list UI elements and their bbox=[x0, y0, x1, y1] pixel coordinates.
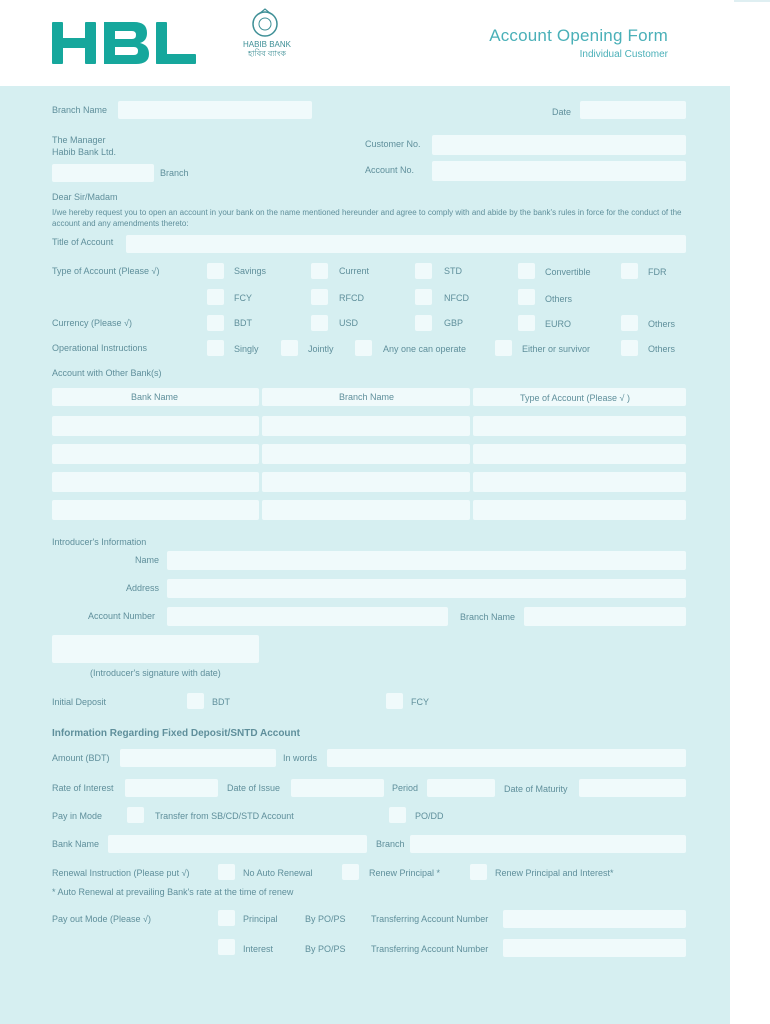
date-field[interactable] bbox=[580, 101, 686, 119]
other-banks-label: Account with Other Bank(s) bbox=[52, 368, 162, 378]
bank-name-english: HABIB BANK bbox=[242, 40, 291, 49]
bank-name bbox=[236, 40, 298, 58]
fd-bank-name-field[interactable] bbox=[108, 835, 367, 853]
std-checkbox[interactable] bbox=[415, 263, 432, 279]
in-words-label: In words bbox=[283, 753, 318, 763]
operational-label: Operational Instructions bbox=[52, 343, 148, 353]
period-field[interactable] bbox=[427, 779, 495, 797]
introducer-name-field[interactable] bbox=[167, 551, 686, 570]
branch-name-label: Branch Name bbox=[52, 105, 108, 115]
currency-others-option: Others bbox=[648, 319, 676, 329]
singly-checkbox[interactable] bbox=[207, 340, 224, 356]
convertible-checkbox[interactable] bbox=[518, 263, 535, 279]
renewal-label: Renewal Instruction (Please put √) bbox=[52, 868, 190, 878]
gbp-option: GBP bbox=[444, 318, 464, 328]
in-words-field[interactable] bbox=[327, 749, 686, 767]
fd-branch-label: Branch bbox=[376, 839, 405, 849]
bank-name-column: Bank Name bbox=[131, 392, 179, 402]
operational-others-option: Others bbox=[648, 344, 676, 354]
table-cell[interactable] bbox=[262, 472, 470, 492]
deposit-bdt-checkbox[interactable] bbox=[187, 693, 204, 709]
initial-deposit-label: Initial Deposit bbox=[52, 697, 107, 707]
currency-others-checkbox[interactable] bbox=[621, 315, 638, 331]
transfer-checkbox[interactable] bbox=[127, 807, 144, 823]
rfcd-option: RFCD bbox=[339, 293, 364, 303]
bank-name-bangla: হাবিব ব্যাংক bbox=[247, 49, 287, 58]
current-checkbox[interactable] bbox=[311, 263, 328, 279]
std-option: STD bbox=[444, 266, 462, 276]
manager-label: The Manager bbox=[52, 135, 106, 145]
account-no-field[interactable] bbox=[432, 161, 686, 181]
transfer-option: Transfer from SB/CD/STD Account bbox=[155, 811, 294, 821]
bank-emblem-icon bbox=[250, 8, 280, 40]
auto-renewal-note: * Auto Renewal at prevailing Bank's rate at the time of renew bbox=[52, 887, 294, 897]
deposit-fcy-checkbox[interactable] bbox=[386, 693, 403, 709]
fdr-option: FDR bbox=[648, 267, 667, 277]
introducer-address-label: Address bbox=[126, 583, 160, 593]
type-of-account-label: Type of Account (Please √) bbox=[52, 266, 160, 276]
convertible-option: Convertible bbox=[545, 267, 591, 277]
podd-option: PO/DD bbox=[415, 811, 444, 821]
type-column: Type of Account (Please √ ) bbox=[520, 393, 630, 403]
hbl-logo bbox=[52, 20, 198, 66]
gbp-checkbox[interactable] bbox=[415, 315, 432, 331]
bdt-option: BDT bbox=[234, 318, 252, 328]
savings-checkbox[interactable] bbox=[207, 263, 224, 279]
date-of-issue-field[interactable] bbox=[291, 779, 384, 797]
usd-checkbox[interactable] bbox=[311, 315, 328, 331]
deposit-fcy-option: FCY bbox=[411, 697, 429, 707]
interest-option: Interest bbox=[243, 944, 274, 954]
type-others-checkbox[interactable] bbox=[518, 289, 535, 305]
table-cell[interactable] bbox=[473, 472, 686, 492]
title-of-account-label: Title of Account bbox=[52, 237, 114, 247]
nfcd-option: NFCD bbox=[444, 293, 469, 303]
no-auto-option: No Auto Renewal bbox=[243, 868, 313, 878]
renew-principal-option: Renew Principal * bbox=[369, 868, 441, 878]
fd-branch-field[interactable] bbox=[410, 835, 686, 853]
introducer-account-label: Account Number bbox=[88, 611, 156, 621]
introducer-heading: Introducer's Information bbox=[52, 537, 147, 547]
fcy-option: FCY bbox=[234, 293, 252, 303]
euro-option: EURO bbox=[545, 319, 572, 329]
principal-transfer-field[interactable] bbox=[503, 910, 686, 928]
title-of-account-field[interactable] bbox=[126, 235, 686, 253]
interest-transfer-field[interactable] bbox=[503, 939, 686, 957]
amount-field[interactable] bbox=[120, 749, 276, 767]
interest-checkbox[interactable] bbox=[218, 939, 235, 955]
fixed-deposit-heading: Information Regarding Fixed Deposit/SNTD Account bbox=[52, 728, 300, 739]
date-of-maturity-field[interactable] bbox=[579, 779, 686, 797]
rate-field[interactable] bbox=[125, 779, 218, 797]
salutation: Dear Sir/Madam bbox=[52, 192, 118, 202]
rate-label: Rate of Interest bbox=[52, 783, 114, 793]
either-checkbox[interactable] bbox=[495, 340, 512, 356]
nfcd-checkbox[interactable] bbox=[415, 289, 432, 305]
form-subtitle: Individual Customer bbox=[579, 49, 668, 60]
page-margin bbox=[730, 0, 770, 1024]
customer-no-label: Customer No. bbox=[365, 139, 421, 149]
currency-label: Currency (Please √) bbox=[52, 318, 132, 328]
request-paragraph: I/we hereby request you to open an account in your bank on the name mentioned hereunder and agree to comply with and abide by the bank's rules in force for the conduct of the account and any amendments thereto: bbox=[52, 208, 682, 228]
anyone-option: Any one can operate bbox=[383, 344, 467, 354]
principal-checkbox[interactable] bbox=[218, 910, 235, 926]
principal-by-pops: By PO/PS bbox=[305, 914, 346, 924]
jointly-option: Jointly bbox=[308, 344, 334, 354]
principal-transfer-label: Transferring Account Number bbox=[371, 914, 489, 924]
podd-checkbox[interactable] bbox=[389, 807, 406, 823]
rfcd-checkbox[interactable] bbox=[311, 289, 328, 305]
branch-name-column: Branch Name bbox=[339, 392, 395, 402]
no-auto-checkbox[interactable] bbox=[218, 864, 235, 880]
table-cell[interactable] bbox=[52, 416, 259, 436]
savings-option: Savings bbox=[234, 266, 267, 276]
branch-label: Branch bbox=[160, 168, 189, 178]
table-cell[interactable] bbox=[52, 500, 259, 520]
usd-option: USD bbox=[339, 318, 359, 328]
fdr-checkbox[interactable] bbox=[621, 263, 638, 279]
form-header bbox=[0, 0, 730, 86]
renew-principal-checkbox[interactable] bbox=[342, 864, 359, 880]
interest-transfer-label: Transferring Account Number bbox=[371, 944, 489, 954]
branch-field[interactable] bbox=[52, 164, 154, 182]
account-no-label: Account No. bbox=[365, 165, 415, 175]
jointly-checkbox[interactable] bbox=[281, 340, 298, 356]
type-others-option: Others bbox=[545, 294, 573, 304]
table-cell[interactable] bbox=[473, 416, 686, 436]
table-cell[interactable] bbox=[52, 444, 259, 464]
margin-line bbox=[734, 0, 770, 2]
fcy-checkbox[interactable] bbox=[207, 289, 224, 305]
introducer-account-field[interactable] bbox=[167, 607, 448, 626]
pay-in-mode-label: Pay in Mode bbox=[52, 811, 103, 821]
manager-bank-label: Habib Bank Ltd. bbox=[52, 147, 117, 157]
bdt-checkbox[interactable] bbox=[207, 315, 224, 331]
introducer-signature-field[interactable] bbox=[52, 635, 259, 663]
euro-checkbox[interactable] bbox=[518, 315, 535, 331]
singly-option: Singly bbox=[234, 344, 259, 354]
operational-others-checkbox[interactable] bbox=[621, 340, 638, 356]
introducer-address-field[interactable] bbox=[167, 579, 686, 598]
table-cell[interactable] bbox=[262, 416, 470, 436]
introducer-branch-label: Branch Name bbox=[460, 612, 516, 622]
introducer-signature-label: (Introducer's signature with date) bbox=[90, 668, 221, 678]
payout-label: Pay out Mode (Please √) bbox=[52, 914, 151, 924]
branch-name-field[interactable] bbox=[118, 101, 312, 119]
date-of-maturity-label: Date of Maturity bbox=[504, 784, 568, 794]
introducer-name-label: Name bbox=[135, 555, 160, 565]
period-label: Period bbox=[392, 783, 419, 793]
date-of-issue-label: Date of Issue bbox=[227, 783, 281, 793]
interest-by-pops: By PO/PS bbox=[305, 944, 346, 954]
table-cell[interactable] bbox=[262, 444, 470, 464]
customer-no-field[interactable] bbox=[432, 135, 686, 155]
deposit-bdt-option: BDT bbox=[212, 697, 230, 707]
table-cell[interactable] bbox=[473, 500, 686, 520]
date-label: Date bbox=[552, 107, 572, 117]
either-option: Either or survivor bbox=[522, 344, 591, 354]
anyone-checkbox[interactable] bbox=[355, 340, 372, 356]
table-cell[interactable] bbox=[262, 500, 470, 520]
introducer-branch-field[interactable] bbox=[524, 607, 686, 626]
form-title: Account Opening Form bbox=[489, 26, 668, 45]
principal-option: Principal bbox=[243, 914, 278, 924]
renew-both-option: Renew Principal and Interest* bbox=[495, 868, 614, 878]
table-cell[interactable] bbox=[473, 444, 686, 464]
table-cell[interactable] bbox=[52, 472, 259, 492]
current-option: Current bbox=[339, 266, 370, 276]
amount-label: Amount (BDT) bbox=[52, 753, 110, 763]
renew-both-checkbox[interactable] bbox=[470, 864, 487, 880]
fd-bank-name-label: Bank Name bbox=[52, 839, 100, 849]
